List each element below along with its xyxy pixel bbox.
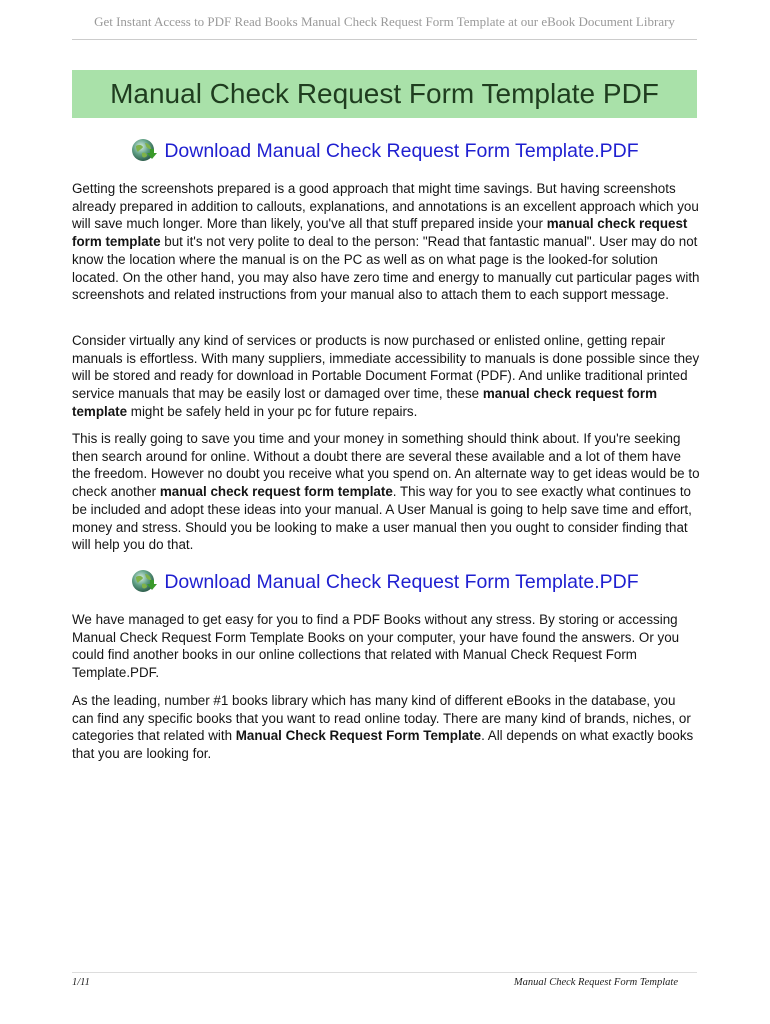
paragraph-1 xyxy=(72,180,700,304)
footer-title: Manual Check Request Form Template xyxy=(513,977,678,988)
globe-download-icon xyxy=(130,137,158,165)
paragraph-2-text-b: might be safely held in your pc for future repairs. xyxy=(127,403,418,419)
header-divider xyxy=(72,39,697,40)
download-link-bottom[interactable] xyxy=(72,565,697,599)
title-banner xyxy=(72,70,697,118)
download-link-label: Download Manual Check Request Form Template.PDF xyxy=(164,570,639,593)
paragraph-5-text-b: . All depends on what exactly books that you are looking for. xyxy=(72,728,694,762)
paragraph-5-text-a: As the leading, number #1 books library which has many kind of different eBooks in the database, you can find any specific books that you want to read online today. There are many kind of brands, niches, or categories that related with xyxy=(72,693,691,744)
paragraph-2-keyword: manual check request form template xyxy=(72,386,657,419)
paragraph-3 xyxy=(72,430,700,554)
paragraph-1-text-b: but it's not very polite to deal to the person: "Read that fantastic manual". User may do not know the location where the manual is on the PC as well as on what page is the looked-for solution located. On the other hand, you may also have zero time and energy to manually cut particular pages with screenshots and related instructions from your manual also to attach them to each support message. xyxy=(72,234,700,303)
page-header: Get Instant Access to PDF Read Books Manual Check Request Form Template at our eBook Document Library xyxy=(94,14,675,29)
download-link-top[interactable] xyxy=(72,134,697,168)
paragraph-3-keyword: manual check request form template xyxy=(159,484,393,500)
paragraph-2-text-a: Consider virtually any kind of services or products is now purchased or enlisted online, getting repair manuals is effortless. With many suppliers, immediate accessibility to manuals is done possible since they will be stored and ready for download in Portable Document Format (PDF). And unlike traditional printed service manuals that may be easily lost or damaged over time, these xyxy=(72,333,700,402)
paragraph-5-keyword: Manual Check Request Form Template xyxy=(235,728,482,744)
paragraph-3-text-b: . This way for you to see exactly what continues to be included and adopt these ideas into your manual. A User Manual is going to help save time and effort, money and stress. Should you be looking to make a user manual then you ought to consider finding that will help you do that. xyxy=(72,484,692,553)
paragraph-1-keyword: manual check request form template xyxy=(72,216,688,250)
footer-divider xyxy=(72,972,697,973)
paragraph-1-text-a: Getting the screenshots prepared is a good approach that might time savings. But having screenshots already prepared in addition to callouts, explanations, and annotations is an excellent approach which you will save much longer. More than likely, you've all that stuff prepared inside your xyxy=(72,181,699,232)
download-link-label: Download Manual Check Request Form Template.PDF xyxy=(164,139,639,162)
paragraph-2 xyxy=(72,332,700,421)
page-title: Manual Check Request Form Template PDF xyxy=(110,78,659,109)
globe-download-icon xyxy=(130,568,158,596)
paragraph-5 xyxy=(72,692,700,763)
page-number: 1/11 xyxy=(72,977,90,988)
paragraph-3-text-a: This is really going to save you time and your money in something should think about. If you're seeking then search around for online. Without a doubt there are several these available and a lot of them have the freedom. However no doubt you receive what you spend on. An alternate way to get ideas would be to check another xyxy=(72,431,700,500)
paragraph-4: We have managed to get easy for you to find a PDF Books without any stress. By storing or accessing Manual Check Request Form Template Books on your computer, your have found the answers. Or you could find another books in our online collections that related with Manual Check Request Form Template.PDF. xyxy=(72,612,680,681)
